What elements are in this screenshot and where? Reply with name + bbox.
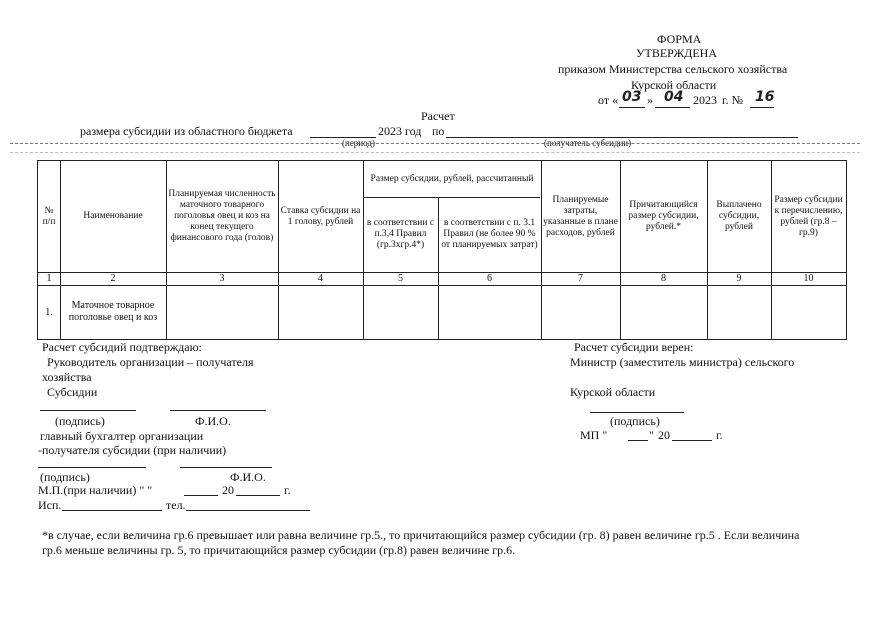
- date-day-line: [619, 107, 645, 108]
- col-number: 4: [318, 273, 323, 284]
- accountant-line-2: -получателя субсидии (при наличии): [38, 443, 227, 457]
- footnote-line-2: гр.6 меньше величины гр. 5, то причитающийся размер субсидии (гр.8) равен величине гр.6.: [42, 543, 516, 557]
- calc-heading: Расчет: [421, 109, 455, 123]
- recipient-caption: (получатель субсидии): [544, 138, 632, 148]
- minister-region: Курской области: [570, 385, 656, 399]
- accountant-fio-caption: Ф.И.О.: [230, 470, 266, 484]
- col-number: 10: [803, 273, 814, 284]
- confirm-label: Расчет субсидий подтверждаю:: [42, 340, 202, 354]
- isp-line: [62, 510, 162, 511]
- col-number: 8: [661, 273, 666, 284]
- order-label: приказом Министерства сельского хозяйства: [558, 62, 788, 76]
- header-num: № п/п: [42, 205, 56, 227]
- head-line-2: хозяйства: [42, 370, 92, 384]
- header-size-group: Размер субсидии, рублей, рассчитанный: [370, 173, 534, 184]
- row-name: Маточное товарное поголовье овец и коз: [68, 300, 158, 323]
- header-planned-costs: Планируемые затраты, указанные в плане расходов, рублей: [543, 194, 618, 238]
- head-line-1: Руководитель организации – получателя: [47, 355, 254, 369]
- date-month-line: [655, 107, 690, 108]
- date-prefix: от «: [598, 93, 619, 107]
- header-rate: Ставка субсидии на 1 голову, рублей: [280, 205, 361, 227]
- mp-left-g: г.: [284, 483, 291, 497]
- mp-right-year: 20: [658, 428, 670, 442]
- scan-artifact-line: [10, 143, 860, 144]
- header-name: Наименование: [83, 211, 143, 221]
- col-number: 6: [487, 273, 492, 284]
- col-number: 7: [578, 273, 583, 284]
- date-mid: »: [647, 93, 653, 107]
- header-transfer: Размер субсидии к перечислению, рублей (гр.8 – гр.9): [774, 194, 843, 238]
- date-day: 03: [622, 89, 642, 105]
- mp-right-quote: ": [649, 428, 654, 442]
- footnote-line-1: *в случае, если величина гр.6 превышает или равна величине гр.5., то причитающийся размер субсидии (гр. 8) равен величине гр.5 . Если величина: [42, 528, 800, 542]
- tel-line: [186, 510, 310, 511]
- verified-label: Расчет субсидии верен:: [574, 340, 694, 354]
- scan-artifact-line-2: [10, 152, 860, 153]
- date-year: 2023: [693, 93, 717, 107]
- order-number: 16: [755, 89, 775, 105]
- mp-right-day-line: [628, 440, 648, 441]
- col-number: 2: [110, 273, 116, 284]
- head-fio-caption: Ф.И.О.: [195, 414, 231, 428]
- mp-right-label: МП ": [580, 428, 608, 442]
- period-caption: (период): [342, 138, 375, 148]
- approved-label: УТВЕРЖДЕНА: [636, 46, 718, 60]
- minister-label: Министр (заместитель министра) сельского: [570, 355, 795, 369]
- accountant-line-1: главный бухгалтер организации: [40, 429, 204, 443]
- head-line-3: Субсидии: [47, 385, 98, 399]
- mp-right-g: г.: [716, 428, 723, 442]
- header-size-b: в соответствии с п. 3.1 Правил (не более 90 % от планируемых затрат): [441, 218, 538, 250]
- header-planned-count: Планируемая численность маточного товарного поголовья овец и коз на конец текущего финансового года (голов): [168, 189, 276, 243]
- calc-year: 2023 год: [378, 124, 422, 138]
- col-number: 3: [219, 273, 225, 284]
- region-label: Курской области: [631, 78, 717, 92]
- mp-left-label: М.П.(при наличии) " ": [38, 483, 153, 497]
- head-sign-line: [40, 410, 136, 411]
- header-size-a: в соответствии с п.3,4 Правил (гр.3хгр.4*): [366, 218, 435, 250]
- date-month: 04: [664, 89, 684, 105]
- order-number-line: [750, 107, 774, 108]
- head-fio-line: [170, 410, 266, 411]
- tel-label: тел.: [166, 498, 186, 512]
- accountant-sign-line: [38, 467, 146, 468]
- minister-sign-caption: (подпись): [610, 414, 660, 428]
- col-number: 1: [46, 273, 52, 284]
- mp-right-year-line: [672, 440, 712, 441]
- accountant-sign-caption: (подпись): [40, 470, 90, 484]
- subsidy-table: [37, 160, 847, 340]
- minister-sign-line: [590, 412, 684, 413]
- calc-po: по: [432, 124, 445, 138]
- mp-left-year-line: [236, 495, 280, 496]
- form-label: ФОРМА: [657, 32, 702, 46]
- col-number: 5: [398, 273, 403, 284]
- order-number-prefix: г. №: [722, 93, 744, 107]
- mp-left-month-line: [184, 495, 218, 496]
- mp-left-year: 20: [222, 483, 234, 497]
- header-paid: Выплачено субсидии, рублей: [716, 200, 762, 232]
- accountant-fio-line: [180, 467, 272, 468]
- header-due: Причитающийся размер субсидии, рублей.*: [628, 200, 699, 232]
- head-sign-caption: (подпись): [55, 414, 105, 428]
- calc-title-line: размера субсидии из областного бюджета: [80, 124, 293, 138]
- row-num: 1.: [45, 306, 53, 318]
- col-number: 9: [736, 273, 742, 284]
- isp-label: Исп.: [38, 498, 62, 512]
